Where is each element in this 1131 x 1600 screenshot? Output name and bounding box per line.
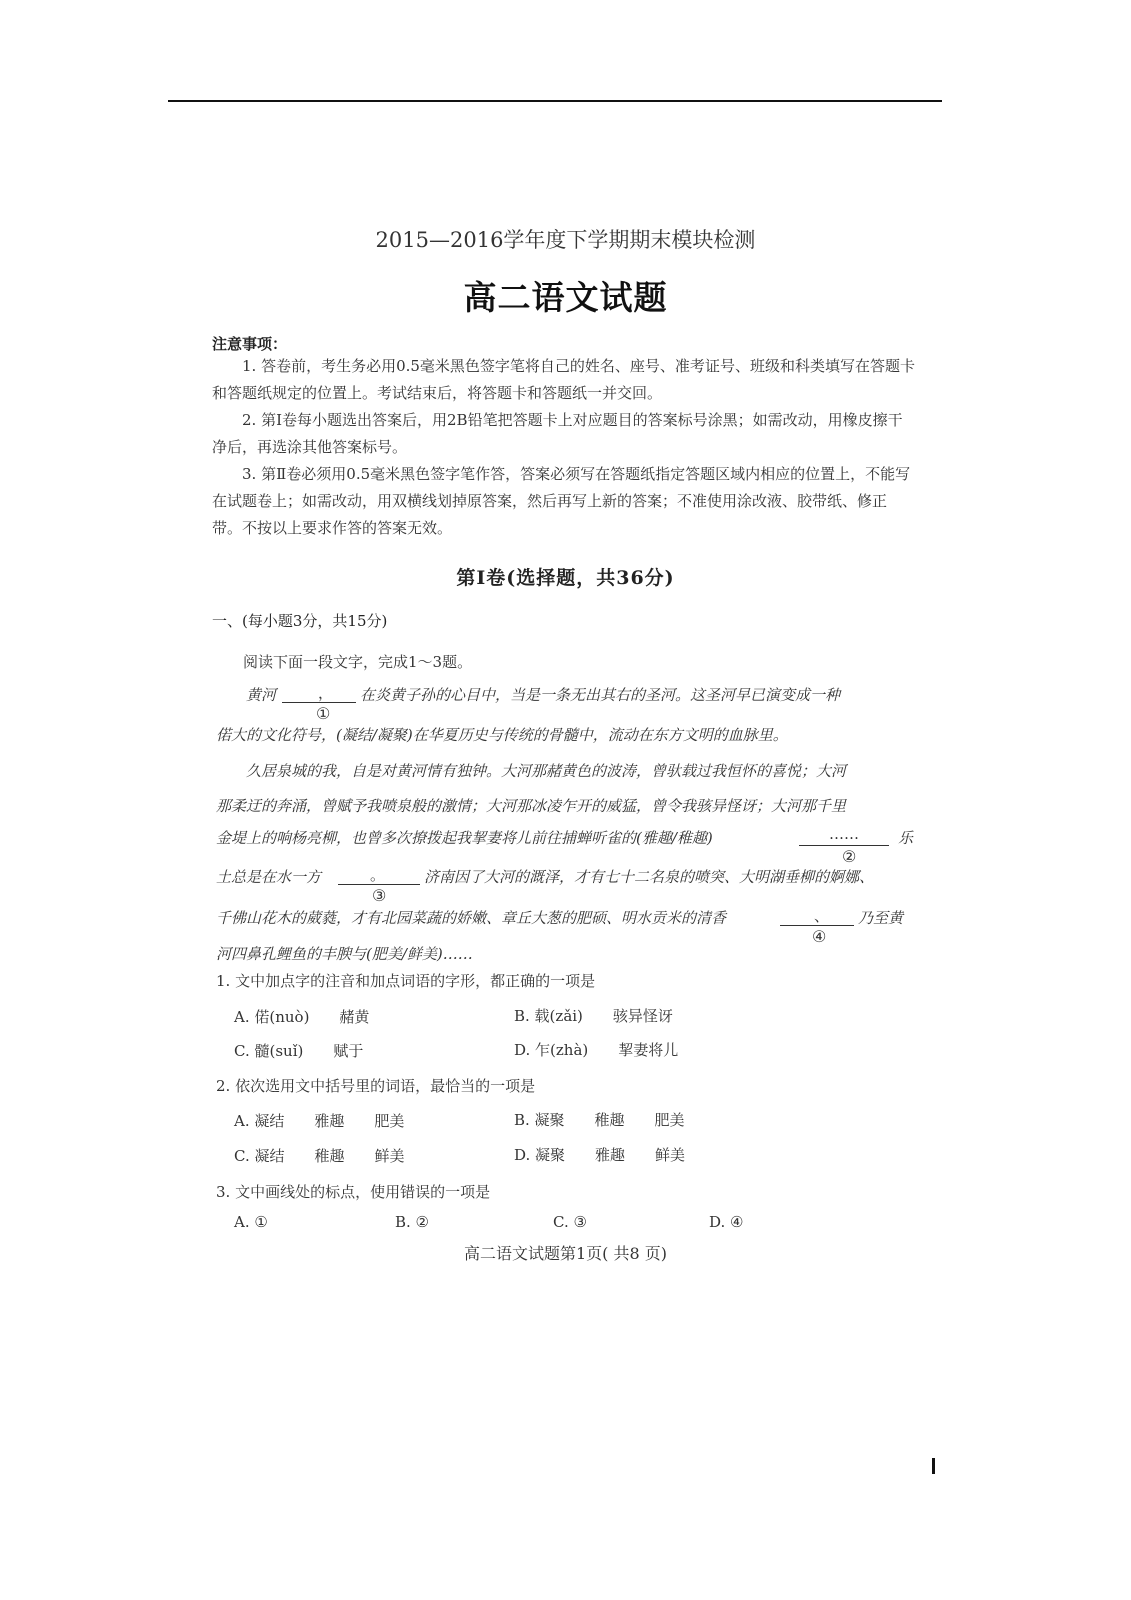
page-footer: 高二语文试题第1页( 共8 页): [463, 1244, 668, 1263]
passage-text: 乃至黄: [858, 909, 904, 927]
passage-text: 千佛山花木的葳蕤，才有北园菜蔬的娇嫩、章丘大葱的肥硕、明水贡米的清香: [216, 909, 727, 927]
passage-line: [0, 760, 1131, 790]
passage-line: [0, 724, 1131, 754]
blank-mark: 。: [370, 866, 386, 884]
blank-4: [780, 907, 854, 926]
exam-title: 高二语文试题: [463, 278, 668, 317]
blank-mark: ，: [318, 684, 334, 702]
passage-text: 济南因了大河的溉泽，才有七十二名泉的喷突、大明湖垂柳的婀娜、: [424, 868, 875, 886]
top-rule: [168, 100, 942, 102]
question-option: C. 髓(suǐ) 赋于: [234, 1042, 364, 1060]
question-option: C. ③: [553, 1213, 587, 1231]
passage-text: 在炎黄子孙的心目中，当是一条无出其右的圣河。这圣河早已演变成一种: [360, 686, 841, 704]
passage-text: 那柔迂的奔涌，曾赋予我喷泉般的激情；大河那冰凌乍开的威猛，曾令我骇异怪讶；大河那千里: [216, 797, 847, 815]
question-option: A. 偌(nuò) 赭黄: [234, 1008, 370, 1026]
passage-text: 金堤上的响杨亮柳，也曾多次撩拨起我挈妻将儿前往捕蝉听雀的(雅趣/稚趣): [216, 829, 713, 847]
notice-item: 1. 答卷前，考生务必用0.5毫米黑色签字笔将自己的姓名、座号、准考证号、班级和科类填写在答题卡和答题纸规定的位置上。考试结束后，将答题卡和答题纸一并交回。: [212, 357, 915, 402]
section-title: 第Ⅰ卷(选择题，共36分): [456, 567, 675, 589]
passage-line: [0, 684, 1131, 723]
blank-mark: ……: [829, 825, 859, 843]
exam-header: 2015—2016学年度下学期期末模块检测: [375, 228, 756, 252]
passage-line: [0, 825, 1131, 866]
corner-mark: [932, 1458, 935, 1474]
question-option: A. 凝结 雅趣 肥美: [234, 1112, 405, 1130]
passage-text: 乐: [898, 829, 914, 847]
passage-text: 久居泉城的我，自是对黄河情有独钟。大河那赭黄色的波涛，曾驮载过我恒怀的喜悦；大河: [246, 762, 847, 780]
passage-line: [0, 866, 1131, 905]
passage-line: [0, 943, 1131, 973]
question-option: D. ④: [709, 1213, 744, 1231]
question-option: D. 乍(zhà) 挈妻将儿: [514, 1041, 679, 1059]
passage-line: [0, 907, 1131, 946]
blank-3: [338, 866, 420, 885]
marker-4: ④: [812, 927, 827, 946]
marker-1: ①: [316, 704, 331, 723]
part-heading: 一、(每小题3分，共15分): [212, 612, 388, 630]
question-option: C. 凝结 稚趣 鲜美: [234, 1147, 405, 1165]
reading-instruction: 阅读下面一段文字，完成1～3题。: [243, 653, 473, 671]
passage-text: 偌大的文化符号，(凝结/凝聚)在华夏历史与传统的骨髓中，流动在东方文明的血脉里。: [216, 726, 788, 744]
question-option: D. 凝聚 雅趣 鲜美: [514, 1146, 686, 1164]
question-option: B. ②: [395, 1213, 430, 1231]
notice-heading: 注意事项：: [212, 335, 288, 353]
passage-text: 黄河: [246, 686, 277, 704]
blank-mark: 、: [814, 907, 830, 925]
blank-2: [799, 827, 889, 846]
passage-line: [0, 795, 1131, 825]
marker-3: ③: [372, 886, 387, 905]
question-option: B. 凝聚 稚趣 肥美: [514, 1111, 685, 1129]
question-stem: 2. 依次选用文中括号里的词语，最恰当的一项是: [216, 1077, 536, 1095]
question-stem: 3. 文中画线处的标点，使用错误的一项是: [216, 1183, 491, 1201]
question-option: A. ①: [234, 1213, 268, 1231]
notice-item: 3. 第Ⅱ卷必须用0.5毫米黑色签字笔作答，答案必须写在答题纸指定答题区域内相应的位置上，不能写在试题卷上；如需改动，用双横线划掉原答案，然后再写上新的答案；不准使用涂改液、胶带纸、修正带。不按以上要求作答的答案无效。: [212, 465, 911, 537]
question-option: B. 载(zǎi) 骇异怪讶: [514, 1007, 673, 1025]
blank-1: [282, 684, 356, 703]
passage-text: 土总是在水一方: [216, 868, 322, 886]
notice-item: 2. 第Ⅰ卷每小题选出答案后，用2B铅笔把答题卡上对应题目的答案标号涂黑；如需改动，用橡皮擦干净后，再选涂其他答案标号。: [212, 411, 903, 456]
passage-text: 河四鼻孔鲤鱼的丰腴与(肥美/鲜美)……: [216, 945, 473, 963]
question-stem: 1. 文中加点字的注音和加点词语的字形，都正确的一项是: [216, 972, 596, 990]
marker-2: ②: [842, 847, 857, 866]
